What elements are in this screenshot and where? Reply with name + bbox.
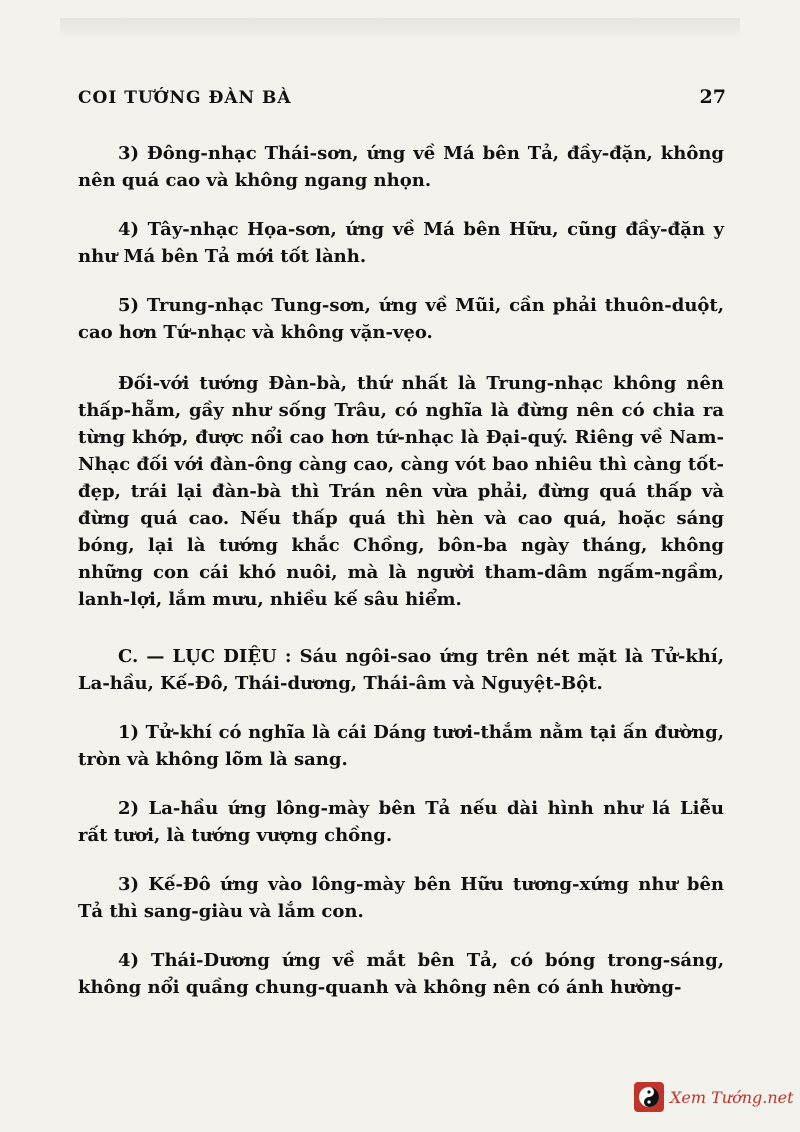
paragraph-dong-nhac: 3) Đông-nhạc Thái-sơn, ứng về Má bên Tả, đầy-đặn, không nên quá cao và không ngang nhọn. xyxy=(78,143,724,191)
paragraph-tay-nhac: 4) Tây-nhạc Họa-sơn, ứng về Má bên Hữu, cũng đầy-đặn y như Má bên Tả mới tốt lành. xyxy=(78,219,724,267)
paragraph-ke-do: 3) Kế-Đô ứng vào lông-mày bên Hữu tương-xứng như bên Tả thì sang-giàu và lắm con. xyxy=(78,874,724,922)
watermark-text: Xem Tướng.net xyxy=(670,1087,794,1107)
yin-yang-icon xyxy=(634,1082,664,1112)
paragraph-commentary: Đối-với tướng Đàn-bà, thứ nhất là Trung-nhạc không nên thấp-hẵm, gầy như sống Trâu, có nghĩa là đừng nên có chia ra từng khớp, được nổi cao hơn tứ-nhạc là Đại-quý. Riêng về Nam-Nhạc đối với đàn-ông càng cao, càng vót bao nhiêu thì càng tốt-đẹp, trái lại đàn-bà thì Trán nên vừa phải, đừng quá thấp và đừng quá cao. Nếu thấp quá thì hèn và cao quá, hoặc sáng bóng, lại là tướng khắc Chồng, bôn-ba ngày tháng, không những con cái khó nuôi, mà là người tham-dâm ngấm-ngầm, lanh-lợi, lắm mưu, nhiều kế sâu hiểm. xyxy=(78,373,724,610)
paragraph-thai-duong: 4) Thái-Dương ứng về mắt bên Tả, có bóng trong-sáng, không nổi quầng chung-quanh và không nên có ánh hường- xyxy=(78,950,724,998)
page-header xyxy=(78,88,726,112)
running-title: COI TƯỚNG ĐÀN BÀ xyxy=(78,88,292,108)
scan-shadow xyxy=(60,18,740,40)
watermark xyxy=(634,1080,794,1114)
section-luc-dieu: C. — LỤC DIỆU : Sáu ngôi-sao ứng trên nét mặt là Tử-khí, La-hầu, Kế-Đô, Thái-dương, Thái-âm và Nguyệt-Bột. xyxy=(78,646,724,694)
page-body xyxy=(78,140,724,1001)
paragraph-tu-khi: 1) Tử-khí có nghĩa là cái Dáng tươi-thắm nằm tại ấn đường, tròn và không lõm là sang. xyxy=(78,722,724,770)
page-number: 27 xyxy=(699,86,726,108)
paragraph-la-hau: 2) La-hầu ứng lông-mày bên Tả nếu dài hình như lá Liễu rất tươi, là tướng vượng chồng. xyxy=(78,798,724,846)
paragraph-trung-nhac: 5) Trung-nhạc Tung-sơn, ứng về Mũi, cần phải thuôn-duột, cao hơn Tứ-nhạc và không vặn-vẹo. xyxy=(78,295,724,343)
